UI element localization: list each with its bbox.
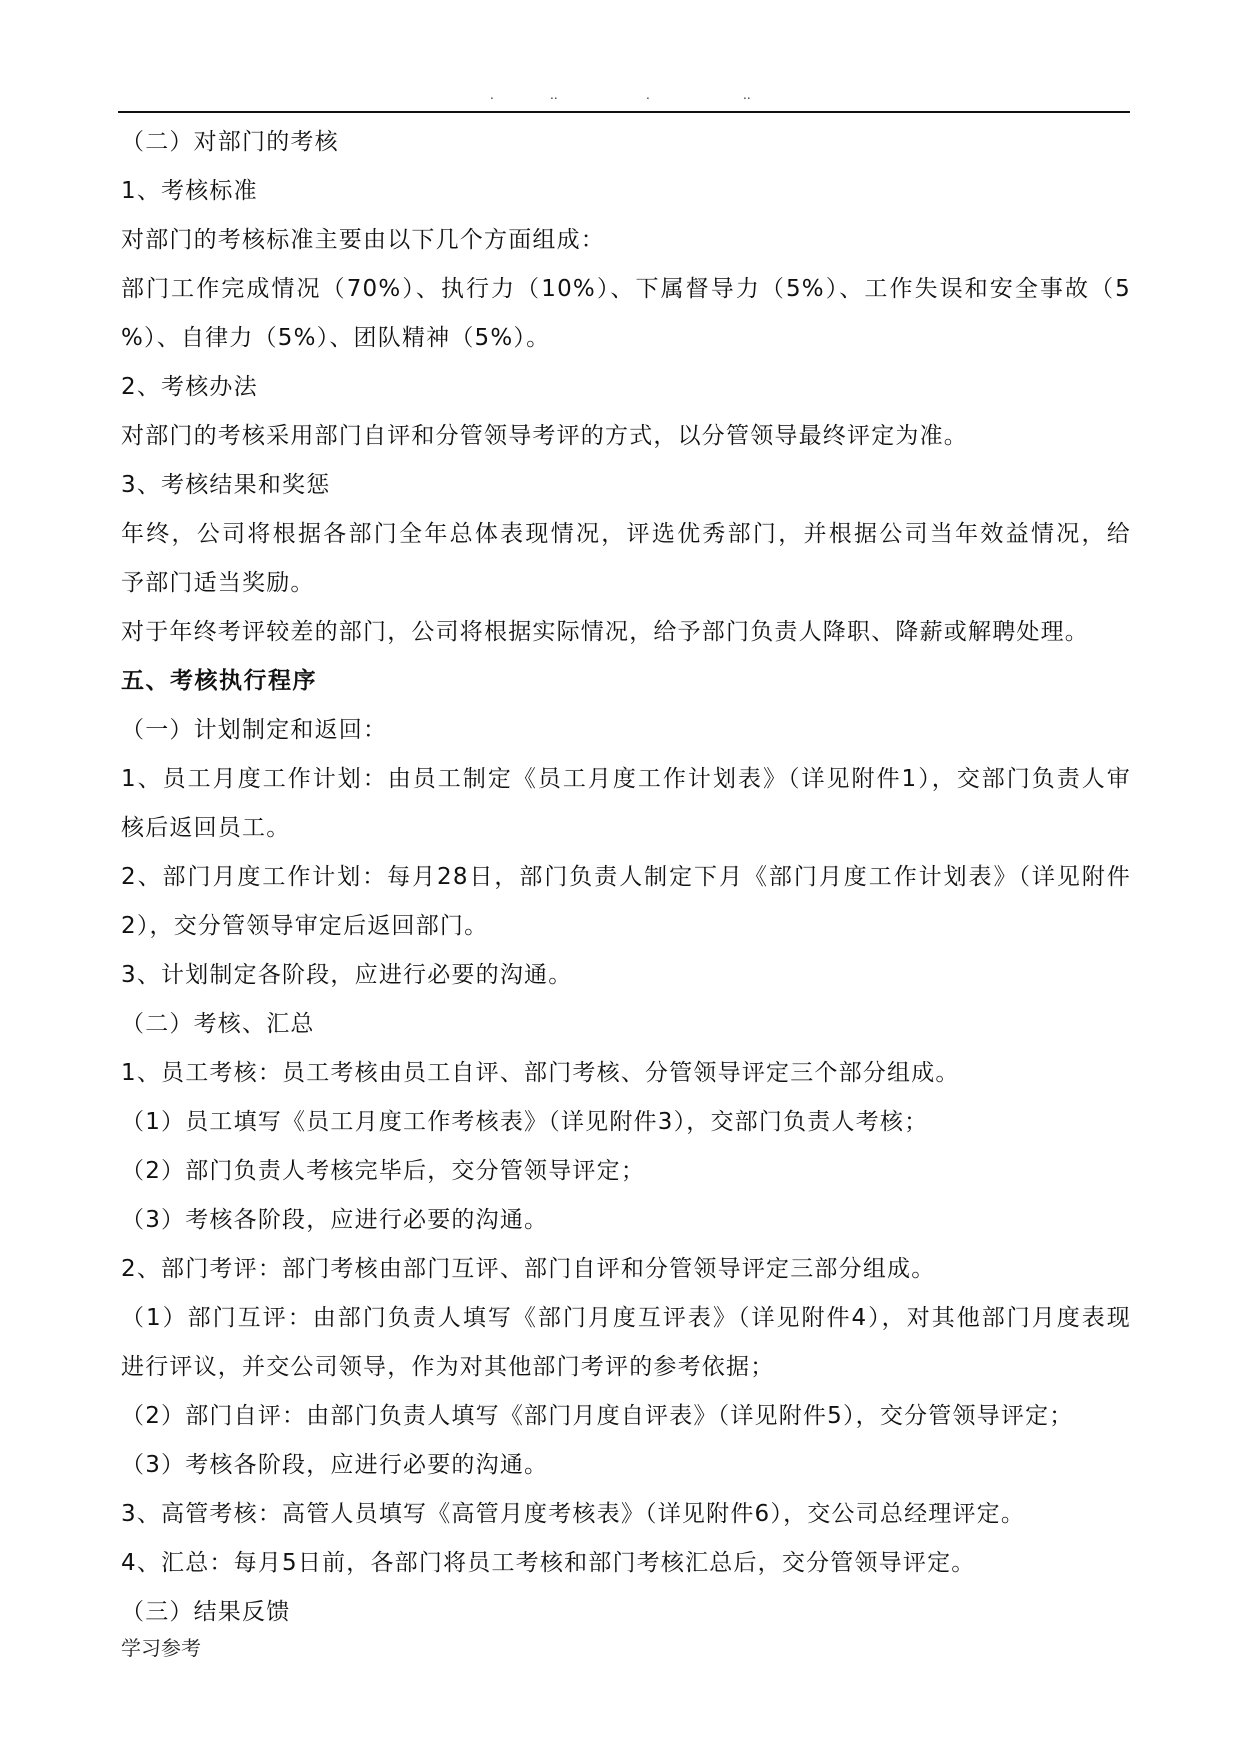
text-line: 1、员工考核：员工考核由员工自评、部门考核、分管领导评定三个部分组成。 <box>121 1060 960 1086</box>
text-line: 3、高管考核：高管人员填写《高管月度考核表》（详见附件6），交公司总经理评定。 <box>121 1501 1026 1527</box>
text-line: 进行评议，并交公司领导，作为对其他部门考评的参考依据； <box>121 1354 775 1380</box>
text-line: 年终，公司将根据各部门全年总体表现情况，评选优秀部门，并根据公司当年效益情况，给 <box>121 521 1131 547</box>
header-rule <box>118 111 1130 113</box>
text-line: 2、部门考评：部门考核由部门互评、部门自评和分管领导评定三部分组成。 <box>121 1256 936 1282</box>
header-mark: .. <box>743 88 751 102</box>
header-mark: . <box>490 88 494 102</box>
header-mark: . <box>646 88 650 102</box>
text-line: （三）结果反馈 <box>121 1599 291 1625</box>
text-line: （1）员工填写《员工月度工作考核表》（详见附件3），交部门负责人考核； <box>121 1109 929 1135</box>
text-line: 3、考核结果和奖惩 <box>121 472 331 498</box>
text-line: （3）考核各阶段，应进行必要的沟通。 <box>121 1207 549 1233</box>
text-line: 对部门的考核采用部门自评和分管领导考评的方式，以分管领导最终评定为准。 <box>121 423 968 449</box>
section-heading: 五、考核执行程序 <box>121 668 317 694</box>
text-line: 核后返回员工。 <box>121 815 291 841</box>
text-line: 1、员工月度工作计划：由员工制定《员工月度工作计划表》（详见附件1），交部门负责人审 <box>121 766 1131 792</box>
text-line: %）、自律力（5%）、团队精神（5%）。 <box>121 325 551 351</box>
page-header-marks <box>118 88 1130 110</box>
text-line: （1）部门互评：由部门负责人填写《部门月度互评表》（详见附件4），对其他部门月度表现 <box>121 1305 1131 1331</box>
text-line: 部门工作完成情况（70%）、执行力（10%）、下属督导力（5%）、工作失误和安全事故（5 <box>121 276 1131 302</box>
text-line: （2）部门负责人考核完毕后，交分管领导评定； <box>121 1158 646 1184</box>
text-line: （3）考核各阶段，应进行必要的沟通。 <box>121 1452 549 1478</box>
text-line: 4、汇总：每月5日前，各部门将员工考核和部门考核汇总后，交分管领导评定。 <box>121 1550 976 1576</box>
text-line: 对部门的考核标准主要由以下几个方面组成： <box>121 227 605 253</box>
text-line: （二）考核、汇总 <box>121 1011 315 1037</box>
text-line: 1、考核标准 <box>121 178 258 204</box>
text-line: 2、部门月度工作计划：每月28日，部门负责人制定下月《部门月度工作计划表》（详见附件 <box>121 864 1131 890</box>
text-line: 予部门适当奖励。 <box>121 570 315 596</box>
text-line: （2）部门自评：由部门负责人填写《部门月度自评表》（详见附件5），交分管领导评定； <box>121 1403 1074 1429</box>
header-mark: .. <box>550 88 558 102</box>
text-line: 3、计划制定各阶段，应进行必要的沟通。 <box>121 962 573 988</box>
text-line: （二）对部门的考核 <box>121 129 339 155</box>
text-line: 2、考核办法 <box>121 374 258 400</box>
text-line: （一）计划制定和返回： <box>121 717 388 743</box>
document-body <box>121 118 1131 1637</box>
text-line: 2），交分管领导审定后返回部门。 <box>121 913 489 939</box>
page-footer: 学习参考 <box>121 1636 201 1660</box>
text-line: 对于年终考评较差的部门，公司将根据实际情况，给予部门负责人降职、降薪或解聘处理。 <box>121 619 1089 645</box>
